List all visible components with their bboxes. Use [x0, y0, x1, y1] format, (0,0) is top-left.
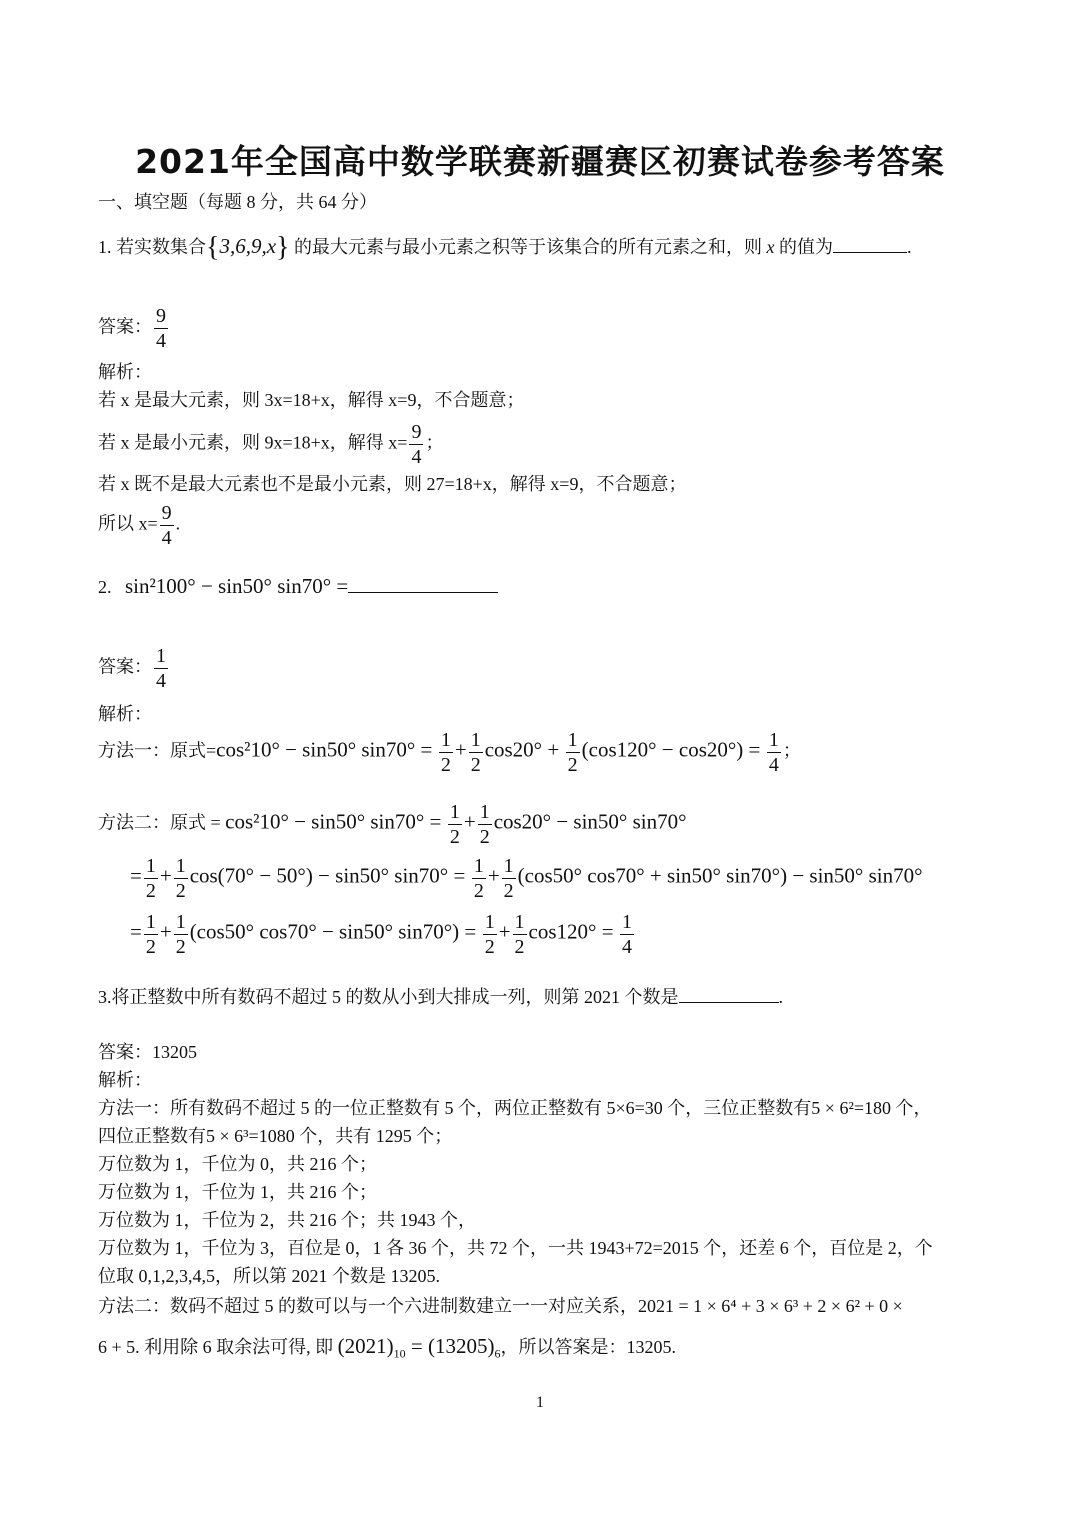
- q1-step-2: 若 x 是最小元素，则 9x=18+x，解得 x= $\frac{9}{4}$ ；: [98, 421, 444, 468]
- q2-method-2-line-3: = $\frac{1}{2}$ + $\frac{1}{2}$ (cos50° cos70° − sin50° sin70°) = $\frac{1}{2}$ + $\frac{1}{2}$ cos120° = $\frac{1}{4}$: [130, 911, 633, 958]
- question-2: 2. sin²100° − sin50° sin70° =: [98, 574, 498, 599]
- page-title: 2021年全国高中数学联赛新疆赛区初赛试卷参考答案: [135, 142, 945, 181]
- q1-answer: 答案： $\frac{9}{4}$: [98, 305, 166, 352]
- q3-method-1-line-7: 位取 0,1,2,3,4,5，所以第 2021 个数是 13205.: [98, 1266, 440, 1286]
- q2-analysis-label: 解析：: [98, 704, 152, 724]
- q3-method-2-line-2: 6 + 5. 利用除 6 取余法可得, 即 $(2021)_{10} = (13205)_6$，所以答案是：13205.: [98, 1334, 676, 1361]
- q2-answer: 答案： $\frac{1}{4}$: [98, 645, 166, 692]
- q3-method-1-line-5: 万位数为 1，千位为 2，共 216 个；共 1943 个，: [98, 1210, 476, 1230]
- q3-method-1-line-6: 万位数为 1，千位为 3，百位是 0，1 各 36 个，共 72 个，一共 1943+72=2015 个，还差 6 个，百位是 2，个: [98, 1238, 933, 1258]
- q1-conclusion: 所以 x= $\frac{9}{4}$ .: [98, 502, 181, 549]
- q3-method-1-line-1: 方法一：所有数码不超过 5 的一位正整数有 5 个，两位正整数有 5×6=30 个，三位正整数有5 × 6²=180 个，: [98, 1098, 932, 1118]
- q2-method-2-line-1: 方法二：原式 = cos²10° − sin50° sin70° = $\frac{1}{2}$ + $\frac{1}{2}$ cos20° − sin50° sin70°: [98, 801, 687, 848]
- q2-method-1: 方法一：原式=cos²10° − sin50° sin70° = $\frac{1}{2}$ + $\frac{1}{2}$ cos20° + $\frac{1}{2}$ (cos120° − cos20°) = $\frac{1}{4}$ ；: [98, 729, 801, 776]
- q3-analysis-label: 解析：: [98, 1070, 152, 1090]
- q1-step-3: 若 x 既不是最大元素也不是最小元素，则 27=18+x，解得 x=9，不合题意；: [98, 474, 687, 494]
- question-1: 1. 若实数集合{3,6,9,x} 的最大元素与最小元素之积等于该集合的所有元素之和，则 x 的值为 .: [98, 232, 912, 263]
- q3-method-1-line-3: 万位数为 1，千位为 0，共 216 个；: [98, 1154, 377, 1174]
- q1-analysis-label: 解析：: [98, 362, 152, 382]
- q2-method-2-line-2: = $\frac{1}{2}$ + $\frac{1}{2}$ cos(70° − 50°) − sin50° sin70° = $\frac{1}{2}$ + $\frac{1}{2}$ (cos50° cos70° + sin50° sin70°) − sin50° sin70°: [130, 855, 923, 902]
- q3-method-1-line-4: 万位数为 1，千位为 1，共 216 个；: [98, 1182, 377, 1202]
- section-heading: 一、填空题（每题 8 分，共 64 分）: [98, 192, 377, 212]
- q3-method-1-line-2: 四位正整数有5 × 6³=1080 个，共有 1295 个；: [98, 1126, 453, 1146]
- q3-answer: 答案：13205: [98, 1042, 197, 1062]
- q3-method-2-line-1: 方法二：数码不超过 5 的数可以与一个六进制数建立一一对应关系，2021 = 1 × 6⁴ + 3 × 6³ + 2 × 6² + 0 ×: [98, 1296, 903, 1316]
- q1-step-1: 若 x 是最大元素，则 3x=18+x，解得 x=9，不合题意；: [98, 390, 525, 410]
- question-3: 3.将正整数中所有数码不超过 5 的数从小到大排成一列，则第 2021 个数是 .: [98, 984, 783, 1009]
- page-number: 1: [536, 1394, 544, 1411]
